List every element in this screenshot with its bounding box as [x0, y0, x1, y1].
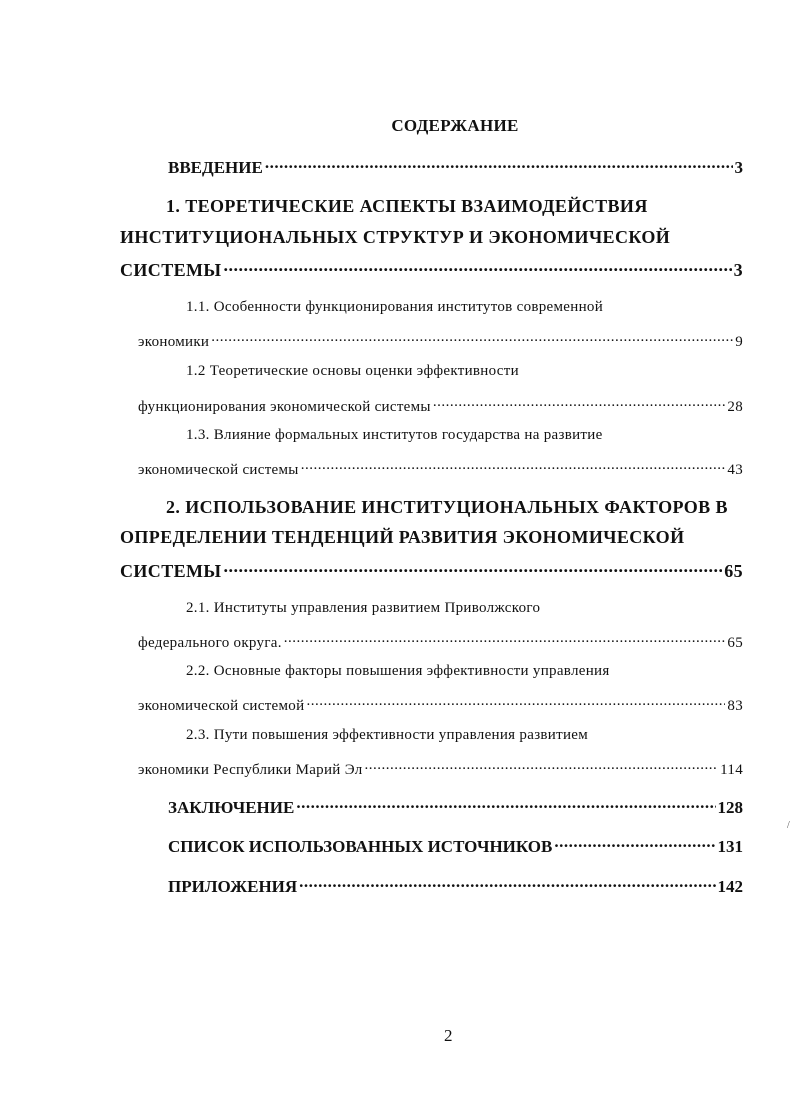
toc-entry-label: экономической системой — [138, 698, 305, 714]
toc-entry-section-2-1[interactable] — [138, 632, 743, 652]
toc-entry-label: СИСТЕМЫ — [120, 561, 222, 581]
toc-entry-chapter1[interactable] — [120, 258, 743, 281]
dot-leader — [554, 835, 715, 852]
toc-page-number: 83 — [727, 698, 743, 714]
dot-leader — [301, 459, 726, 474]
toc-entry-label: экономики — [138, 334, 210, 350]
chapter1-heading-line2: ИНСТИТУЦИОНАЛЬНЫХ СТРУКТУР И ЭКОНОМИЧЕСКОЙ — [120, 227, 671, 247]
section-1-1-line1: 1.1. Особенности функционирования институтов современной — [186, 299, 604, 315]
toc-title: СОДЕРЖАНИЕ — [391, 116, 519, 135]
toc-entry-references[interactable] — [168, 835, 743, 857]
dot-leader — [223, 559, 722, 577]
section-2-1-line1: 2.1. Институты управления развитием Приволжского — [186, 600, 541, 616]
page-number: 2 — [444, 1026, 453, 1045]
toc-entry-label: федерального округа. — [138, 635, 282, 651]
toc-entry-chapter2[interactable] — [120, 559, 743, 582]
toc-entry-section-1-3[interactable] — [138, 459, 743, 479]
dot-leader — [223, 258, 731, 276]
toc-entry-label: ВВЕДЕНИЕ — [168, 158, 263, 177]
toc-entry-label: ЗАКЛЮЧЕНИЕ — [168, 798, 295, 817]
section-2-3-line1: 2.3. Пути повышения эффективности управления развитием — [186, 727, 589, 743]
toc-entry-label: экономической системы — [138, 462, 299, 478]
toc-entry-label: экономики Республики Марий Эл — [138, 762, 363, 778]
toc-entry-intro[interactable] — [168, 156, 743, 178]
section-2-2-line1: 2.2. Основные факторы повышения эффективности управления — [186, 663, 610, 679]
toc-page-number: 131 — [717, 837, 743, 856]
dot-leader — [364, 759, 718, 774]
dot-leader — [306, 695, 725, 710]
toc-entry-section-2-3[interactable] — [138, 759, 743, 779]
toc-page-number: 65 — [727, 635, 743, 651]
toc-entry-conclusion[interactable] — [168, 796, 743, 818]
toc-page-number: 114 — [720, 762, 743, 778]
dot-leader — [433, 396, 726, 411]
chapter2-heading-line1: 2. ИСПОЛЬЗОВАНИЕ ИНСТИТУЦИОНАЛЬНЫХ ФАКТОРОВ В — [166, 497, 728, 517]
toc-page-number: 65 — [724, 561, 743, 581]
toc-page-number: 43 — [727, 462, 743, 478]
margin-mark: / — [787, 820, 790, 831]
chapter2-heading-line2: ОПРЕДЕЛЕНИИ ТЕНДЕНЦИЙ РАЗВИТИЯ ЭКОНОМИЧЕСКОЙ — [120, 527, 685, 547]
section-1-3-line1: 1.3. Влияние формальных институтов государства на развитие — [186, 427, 603, 443]
toc-page-number: 9 — [735, 334, 743, 350]
toc-page-number: 28 — [727, 399, 743, 415]
toc-entry-label: функционирования экономической системы — [138, 399, 431, 415]
dot-leader — [299, 875, 715, 892]
dot-leader — [265, 156, 733, 173]
dot-leader — [284, 632, 726, 647]
toc-page-number: 3 — [734, 158, 743, 177]
toc-entry-label: СПИСОК ИСПОЛЬЗОВАННЫХ ИСТОЧНИКОВ — [168, 837, 553, 856]
toc-entry-section-1-1[interactable] — [138, 331, 743, 351]
toc-page-number: 142 — [717, 877, 743, 896]
chapter1-heading-line1: 1. ТЕОРЕТИЧЕСКИЕ АСПЕКТЫ ВЗАИМОДЕЙСТВИЯ — [166, 196, 648, 216]
toc-page-number: 3 — [733, 260, 743, 280]
section-1-2-line1: 1.2 Теоретические основы оценки эффективности — [186, 363, 519, 379]
dot-leader — [211, 331, 733, 346]
dot-leader — [296, 796, 715, 813]
toc-page-number: 128 — [717, 798, 743, 817]
toc-entry-label: ПРИЛОЖЕНИЯ — [168, 877, 298, 896]
toc-entry-section-1-2[interactable] — [138, 396, 743, 416]
toc-entry-appendix[interactable] — [168, 875, 743, 897]
toc-entry-section-2-2[interactable] — [138, 695, 743, 715]
toc-entry-label: СИСТЕМЫ — [120, 260, 222, 280]
